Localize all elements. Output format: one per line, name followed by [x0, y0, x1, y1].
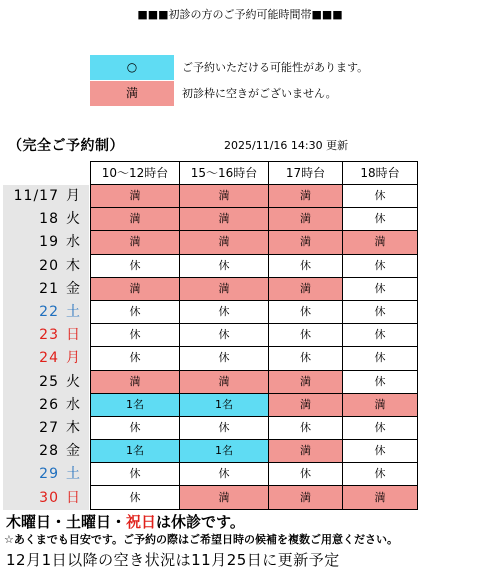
slot-cell: 満	[269, 231, 343, 254]
table-row	[91, 393, 418, 416]
slot-cell: 休	[343, 208, 418, 231]
updated-timestamp: 2025/11/16 14:30 更新	[224, 139, 349, 152]
column-header: 15〜16時台	[180, 162, 269, 185]
weekday-label: 木	[66, 257, 80, 274]
table-row	[91, 486, 418, 509]
slot-cell: 休	[343, 254, 418, 277]
slot-cell: 満	[269, 440, 343, 463]
date-label: 24	[39, 350, 59, 367]
date-row	[3, 394, 89, 417]
closed-days-holiday: 祝日	[126, 513, 157, 531]
date-label: 23	[39, 327, 59, 344]
date-row	[3, 371, 89, 394]
slot-cell: 休	[91, 486, 180, 509]
slot-cell: 満	[269, 370, 343, 393]
date-row	[3, 440, 89, 463]
table-row	[91, 300, 418, 323]
slot-cell: 休	[91, 324, 180, 347]
table-row	[91, 347, 418, 370]
date-row	[3, 324, 89, 347]
schedule-header-row	[91, 162, 418, 185]
table-row	[91, 208, 418, 231]
table-row	[91, 463, 418, 486]
slot-cell: 休	[180, 416, 269, 439]
slot-cell: 満	[180, 277, 269, 300]
slot-cell: 満	[91, 185, 180, 208]
slot-cell: 1名	[180, 440, 269, 463]
weekday-label: 土	[66, 304, 80, 320]
slot-cell: 休	[180, 254, 269, 277]
weekday-label: 水	[66, 396, 80, 413]
slot-cell: 休	[343, 324, 418, 347]
weekday-label: 日	[66, 327, 80, 344]
slot-cell: 休	[269, 463, 343, 486]
slot-cell: 1名	[180, 393, 269, 416]
date-label: 26	[39, 396, 59, 413]
slot-cell: 休	[343, 300, 418, 323]
slot-cell: 休	[343, 463, 418, 486]
date-label: 30	[39, 489, 59, 506]
slot-cell: 1名	[91, 440, 180, 463]
date-label: 19	[39, 234, 59, 251]
date-label: 18	[39, 211, 59, 228]
slot-cell: 休	[91, 254, 180, 277]
slot-cell: 休	[343, 416, 418, 439]
weekday-label: 火	[66, 373, 80, 390]
slot-cell: 休	[180, 300, 269, 323]
weekday-label: 土	[66, 466, 80, 483]
weekday-label: 月	[66, 350, 80, 367]
slot-cell: 満	[269, 486, 343, 509]
slot-cell: 満	[180, 208, 269, 231]
legend-available-text: ご予約いただける可能性があります。	[182, 61, 369, 74]
slot-cell: 休	[269, 254, 343, 277]
date-row	[3, 347, 89, 370]
slot-cell: 休	[269, 347, 343, 370]
slot-cell: 休	[343, 440, 418, 463]
weekday-label: 金	[66, 280, 80, 297]
slot-cell: 満	[343, 231, 418, 254]
slot-cell: 満	[343, 393, 418, 416]
table-row	[91, 231, 418, 254]
slot-cell: 満	[180, 370, 269, 393]
date-row	[3, 278, 89, 301]
closed-days-text: 木曜日・土曜日・	[6, 513, 127, 531]
table-row	[91, 185, 418, 208]
date-label: 25	[39, 373, 59, 390]
reservation-heading: （完全ご予約制）	[8, 138, 124, 154]
date-row	[3, 231, 89, 254]
weekday-label: 金	[66, 443, 80, 460]
slot-cell: 休	[91, 347, 180, 370]
slot-cell: 休	[343, 185, 418, 208]
legend-full-swatch: 満	[90, 81, 174, 106]
slot-cell: 休	[91, 463, 180, 486]
slot-cell: 満	[343, 486, 418, 509]
date-label: 29	[39, 466, 59, 483]
date-label: 27	[39, 420, 59, 436]
slot-cell: 休	[343, 277, 418, 300]
slot-cell: 休	[343, 347, 418, 370]
slot-cell: 満	[180, 185, 269, 208]
slot-cell: 休	[269, 324, 343, 347]
slot-cell: 満	[269, 185, 343, 208]
date-label: 21	[39, 280, 59, 297]
slot-cell: 1名	[91, 393, 180, 416]
legend-full-text: 初診枠に空きがございません。	[182, 87, 337, 100]
table-row	[91, 324, 418, 347]
schedule-table	[90, 161, 418, 510]
date-label: 11/17	[13, 188, 59, 204]
slot-cell: 休	[180, 463, 269, 486]
slot-cell: 休	[91, 416, 180, 439]
table-row	[91, 277, 418, 300]
slot-cell: 満	[180, 486, 269, 509]
slot-cell: 満	[180, 231, 269, 254]
slot-cell: 満	[269, 208, 343, 231]
closed-days-note	[6, 512, 245, 532]
weekday-label: 月	[66, 188, 80, 204]
slot-cell: 休	[180, 324, 269, 347]
date-row	[3, 463, 89, 486]
slot-cell: 休	[91, 300, 180, 323]
slot-cell: 満	[91, 208, 180, 231]
closed-days-suffix: は休診です。	[156, 513, 245, 531]
date-row	[3, 301, 89, 324]
weekday-label: 火	[66, 211, 80, 228]
date-label: 20	[39, 257, 59, 274]
slot-cell: 休	[269, 300, 343, 323]
date-label: 28	[39, 443, 59, 460]
slot-cell: 休	[343, 370, 418, 393]
guideline-note: ☆あくまでも目安です。ご予約の際はご希望日時の候補を複数ご用意ください。	[4, 533, 398, 546]
table-row	[91, 416, 418, 439]
weekday-label: 日	[66, 489, 80, 506]
column-header: 17時台	[269, 162, 343, 185]
weekday-label: 水	[66, 234, 80, 251]
page-title: ■■■初診の方のご予約可能時間帯■■■	[137, 8, 343, 21]
legend-available-swatch: ○	[90, 55, 174, 80]
slot-cell: 満	[91, 231, 180, 254]
column-header: 18時台	[343, 162, 418, 185]
date-row	[3, 487, 89, 510]
date-column	[3, 185, 89, 510]
slot-cell: 休	[269, 416, 343, 439]
next-update-note: 12月1日以降の空き状況は11月25日に更新予定	[6, 551, 340, 569]
date-row	[3, 185, 89, 208]
slot-cell: 満	[91, 370, 180, 393]
column-header: 10〜12時台	[91, 162, 180, 185]
weekday-label: 木	[66, 420, 80, 436]
slot-cell: 満	[91, 277, 180, 300]
table-row	[91, 440, 418, 463]
date-row	[3, 417, 89, 440]
table-row	[91, 254, 418, 277]
slot-cell: 満	[269, 277, 343, 300]
date-row	[3, 255, 89, 278]
slot-cell: 満	[269, 393, 343, 416]
table-row	[91, 370, 418, 393]
date-row	[3, 208, 89, 231]
date-label: 22	[39, 304, 59, 320]
slot-cell: 休	[180, 347, 269, 370]
